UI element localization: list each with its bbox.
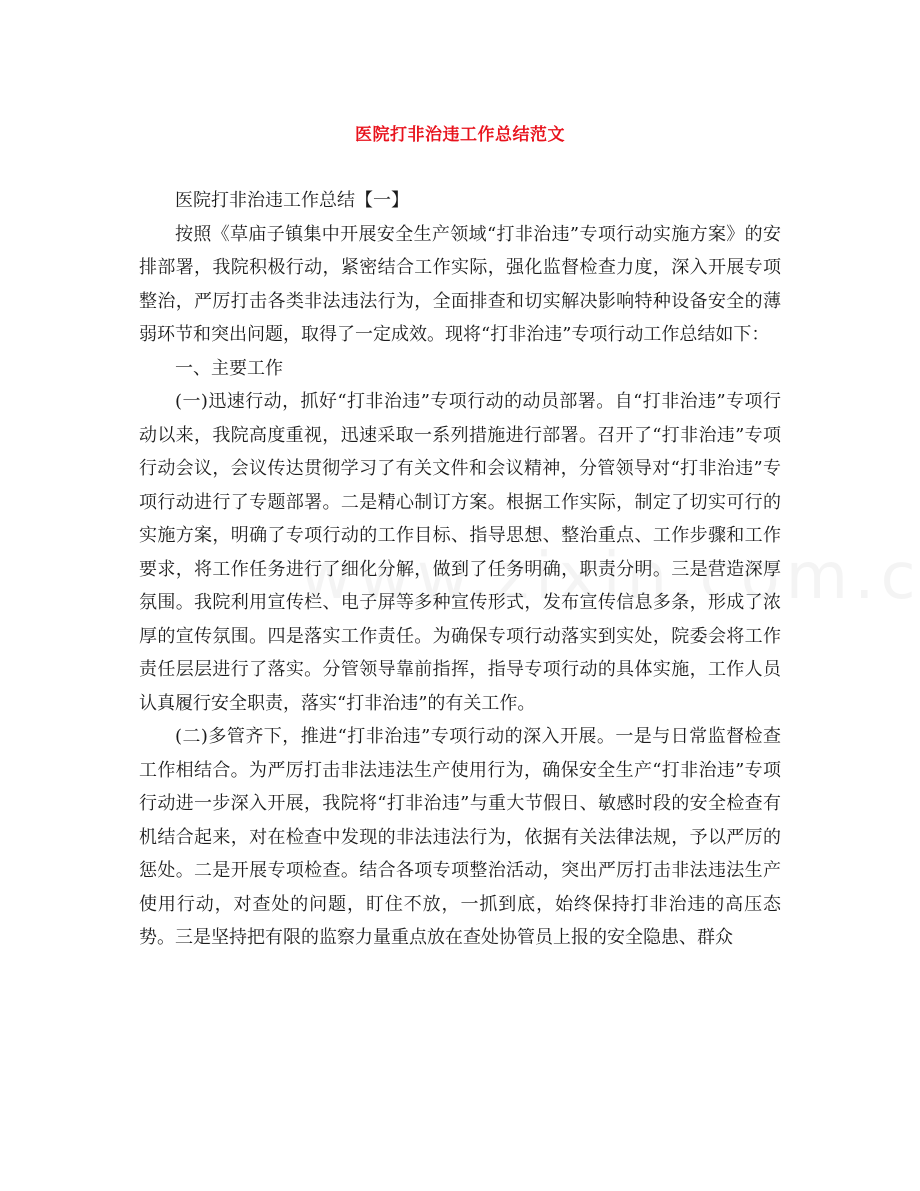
subsection-heading: 一、主要工作 <box>175 357 283 379</box>
document-body <box>139 184 781 955</box>
paragraph-item-1: (一)迅速行动，抓好“打非治违”专项行动的动员部署。自“打非治违”专项行动以来，我院高度重视，迅速采取一系列措施进行部署。召开了“打非治违”专项行动会议，会议传达贯彻学习了有关文件和会议精神，分管领导对“打非治违”专项行动进行了专题部署。二是精心制订方案。根据工作实际，制定了切实可行的实施方案，明确了专项行动的工作目标、指导思想、整治重点、工作步骤和工作要求，将工作任务进行了细化分解，做到了任务明确，职责分明。三是营造深厚氛围。我院利用宣传栏、电子屏等多种宣传形式，发布宣传信息多条，形成了浓厚的宣传氛围。四是落实工作责任。为确保专项行动落实到实处，院委会将工作责任层层进行了落实。分管领导靠前指挥，指导专项行动的具体实施，工作人员认真履行安全职责，落实“打非治违”的有关工作。 <box>139 391 781 714</box>
section-heading: 医院打非治违工作总结【一】 <box>175 190 409 211</box>
paragraph-item-2: (二)多管齐下，推进“打非治违”专项行动的深入开展。一是与日常监督检查工作相结合。为严厉打击非法违法生产使用行为，确保安全生产“打非治违”专项行动进一步深入开展，我院将“打非治违”与重大节假日、敏感时段的安全检查有机结合起来，对在检查中发现的非法违法行为，依据有关法律法规，予以严厉的惩处。二是开展专项检查。结合各项专项整治活动，突出严厉打击非法违法生产使用行动，对查处的问题，盯住不放，一抓到底，始终保持打非治违的高压态势。三是坚持把有限的监察力量重点放在查处协管员上报的安全隐患、群众 <box>139 726 781 948</box>
intro-paragraph: 按照《草庙子镇集中开展安全生产领域“打非治违”专项行动实施方案》的安排部署，我院积极行动，紧密结合工作实际，强化监督检查力度，深入开展专项整治，严厉打击各类非法违法行为，全面排查和切实解决影响特种设备安全的薄弱环节和突出问题，取得了一定成效。现将“打非治违”专项行动工作总结如下： <box>139 223 781 345</box>
document-title: 医院打非治违工作总结范文 <box>355 125 565 145</box>
